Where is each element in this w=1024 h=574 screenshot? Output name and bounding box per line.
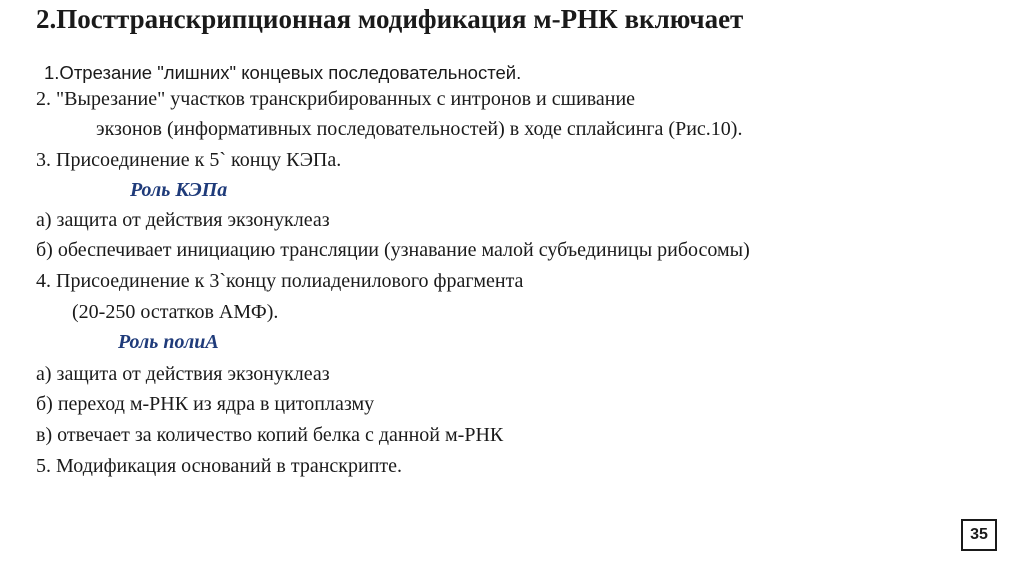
cap-role-item-b: б) обеспечивает инициацию трансляции (узнавание малой субъединицы рибосомы) — [36, 239, 750, 261]
list-item-polya-continued: (20-250 остатков АМФ). — [72, 301, 279, 323]
polya-role-heading: Роль полиА — [118, 331, 219, 353]
list-item-splicing-continued: экзонов (информативных последовательностей) в ходе сплайсинга (Рис.10). — [96, 118, 743, 140]
slide-title: 2.Посттранскрипционная модификация м-РНК включает — [36, 4, 744, 34]
cap-role-heading: Роль КЭПа — [130, 179, 228, 201]
list-item-cap: 3. Присоединение к 5` концу КЭПа. — [36, 149, 342, 171]
polya-role-item-c: в) отвечает за количество копий белка с данной м-РНК — [36, 424, 504, 446]
polya-role-item-a: а) защита от действия экзонуклеаз — [36, 363, 330, 385]
list-item-base-modification: 5. Модификация оснований в транскрипте. — [36, 455, 403, 477]
list-item-trimming: 1.Отрезание "лишних" концевых последовательностей. — [44, 62, 522, 83]
list-item-polya: 4. Присоединение к 3`концу полиаденилового фрагмента — [36, 270, 524, 292]
page-number: 35 — [961, 519, 997, 551]
list-item-splicing: 2. "Вырезание" участков транскрибированных с интронов и сшивание — [36, 88, 636, 110]
polya-role-item-b: б) переход м-РНК из ядра в цитоплазму — [36, 393, 375, 415]
cap-role-item-a: а) защита от действия экзонуклеаз — [36, 209, 330, 231]
